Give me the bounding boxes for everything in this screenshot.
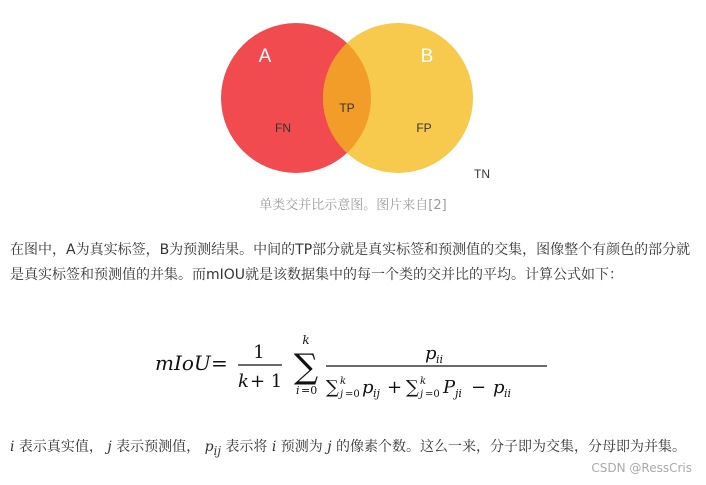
var-p-subscript: ij — [213, 443, 221, 458]
def-text-tail: 的像素个数。这么一来，分子即为交集，分母即为并集。 — [331, 439, 687, 455]
variable-definitions — [10, 435, 700, 464]
svg-text:ii: ii — [504, 387, 512, 400]
svg-text:k: k — [238, 371, 249, 392]
set-b-label: B — [420, 46, 434, 67]
def-text-j: 表示预测值， — [111, 439, 205, 455]
svg-text:∑: ∑ — [326, 377, 339, 398]
tp-label: TP — [339, 101, 355, 115]
svg-text:=0: =0 — [301, 384, 318, 397]
svg-text:P: P — [443, 377, 456, 398]
formula-equals: = — [211, 351, 228, 375]
formula-lhs: mIoU — [155, 351, 211, 375]
venn-diagram — [0, 0, 706, 190]
def-text-i: 表示真实值， — [14, 439, 108, 455]
var-i-2: i — [271, 439, 277, 455]
var-j-2: j — [327, 439, 332, 455]
fn-label: FN — [275, 121, 291, 135]
inner-denominator — [326, 376, 511, 400]
csdn-watermark: CSDN @RessCris — [591, 461, 692, 475]
inner-numerator — [425, 343, 443, 366]
svg-text:i: i — [296, 384, 300, 397]
svg-text:+ 1: + 1 — [250, 371, 283, 392]
svg-text:p: p — [493, 377, 505, 398]
sum-symbol: ∑ — [293, 347, 319, 387]
var-p: p — [204, 439, 214, 455]
sum-upper-limit: k — [302, 333, 310, 347]
svg-text:k: k — [420, 376, 427, 387]
svg-text:j: j — [340, 389, 344, 400]
svg-text:+: + — [387, 377, 403, 398]
svg-text:k: k — [340, 376, 347, 387]
var-j: j — [107, 439, 112, 455]
svg-text:ji: ji — [455, 387, 462, 400]
svg-text:p: p — [362, 377, 374, 398]
svg-text:j: j — [420, 389, 424, 400]
svg-text:ii: ii — [436, 353, 444, 366]
body-paragraph: 在图中，A为真实标签，B为预测结果。中间的TP部分就是真实标签和预测值的交集，图像整个有颜色的部分就是真实标签和预测值的并集。而mIOU就是该数据集中的每一个类的交并比的平均。计算公式如下： — [10, 242, 691, 283]
formula-denominator — [238, 371, 282, 392]
svg-text:ij: ij — [373, 387, 380, 400]
svg-text:−: − — [471, 377, 487, 398]
svg-text:=0: =0 — [425, 389, 440, 400]
svg-text:p: p — [425, 343, 437, 364]
var-i: i — [10, 439, 15, 455]
set-a-label: A — [258, 46, 272, 67]
miou-formula — [0, 330, 706, 402]
def-text-pij: 表示将 — [220, 439, 272, 455]
svg-text:=0: =0 — [345, 389, 360, 400]
sum-lower-limit — [296, 384, 317, 397]
formula-numerator: 1 — [253, 342, 265, 363]
svg-text:∑: ∑ — [406, 377, 419, 398]
tn-label: TN — [474, 167, 490, 181]
fp-label: FP — [416, 121, 432, 135]
def-text-pred: 预测为 — [276, 439, 328, 455]
figure-caption: 单类交并比示意图。图片来自[2] — [259, 198, 447, 213]
